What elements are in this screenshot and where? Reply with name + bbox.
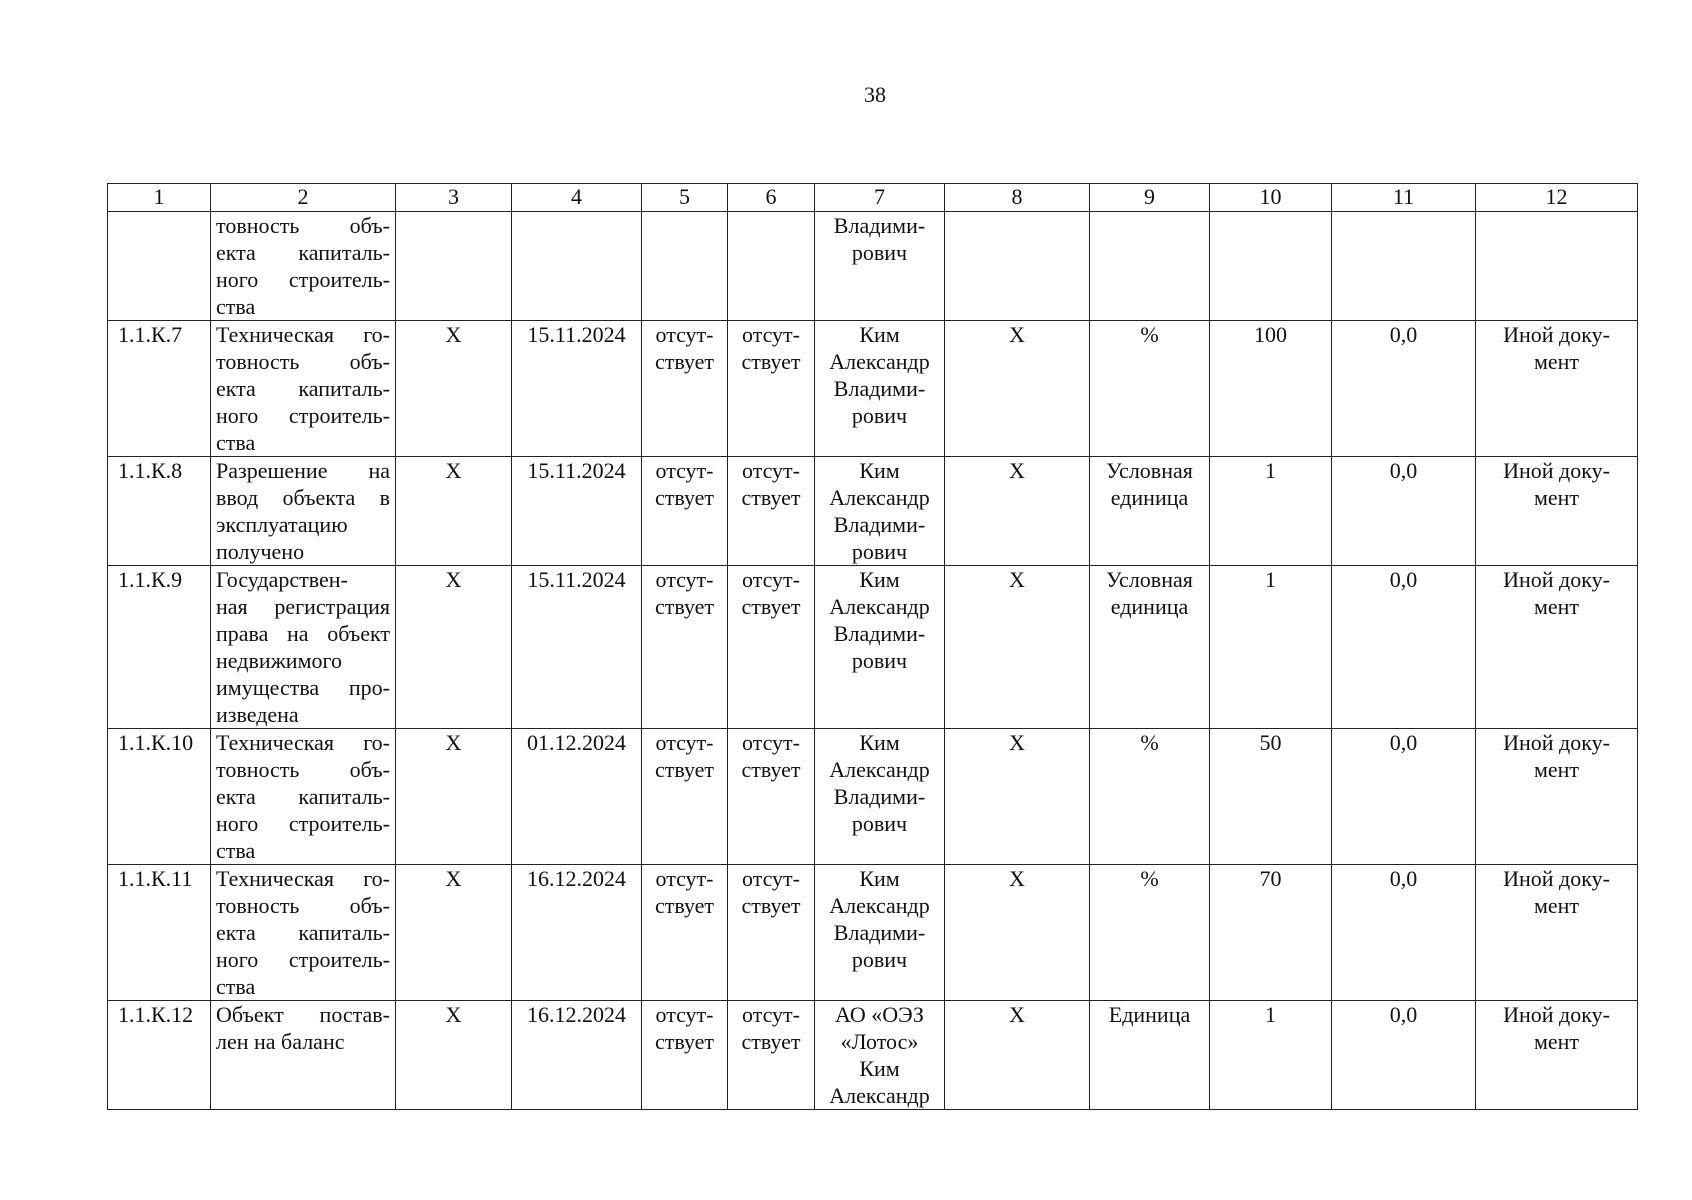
col11-cell: 0,0	[1332, 566, 1476, 729]
col6-cell-line: отсут-	[741, 322, 800, 347]
name-cell-line: изведена	[216, 702, 299, 727]
col5-cell-line: ствует	[654, 893, 715, 918]
value-cell: 70	[1210, 865, 1332, 1001]
code-cell: 1.1.К.12	[108, 1001, 211, 1110]
value-cell: 1	[1210, 566, 1332, 729]
responsible-cell-line: Александр	[829, 1083, 930, 1108]
col6-cell	[728, 566, 815, 729]
value-cell: 1	[1210, 1001, 1332, 1110]
name-cell-line: товность объ-	[216, 213, 390, 238]
name-cell-line: Объект постав-	[216, 1002, 390, 1027]
responsible-cell-line: Ким	[859, 567, 900, 592]
responsible-cell-line: Владими-	[833, 920, 926, 945]
name-cell-line: ства	[216, 430, 256, 455]
responsible-cell-line: Владими-	[833, 213, 926, 238]
name-cell-line: екта капиталь-	[216, 784, 390, 809]
header-cell: 10	[1210, 184, 1332, 212]
responsible-cell-line: Александр	[829, 594, 930, 619]
value-cell: 1	[1210, 457, 1332, 566]
responsible-cell-line: рович	[851, 648, 908, 673]
responsible-cell	[815, 1001, 945, 1110]
date-cell: 16.12.2024	[512, 865, 642, 1001]
header-cell: 2	[211, 184, 396, 212]
col6-cell	[728, 212, 815, 321]
doc-cell	[1476, 729, 1638, 865]
responsible-cell-line: рович	[851, 403, 908, 428]
header-cell: 11	[1332, 184, 1476, 212]
unit-cell	[1090, 212, 1210, 321]
code-cell: 1.1.К.7	[108, 321, 211, 457]
name-cell-line: ства	[216, 838, 256, 863]
col5-cell-line: отсут-	[655, 458, 714, 483]
col6-cell-line: отсут-	[741, 458, 800, 483]
doc-cell	[1476, 321, 1638, 457]
doc-cell-line: Иной доку-	[1503, 866, 1610, 891]
responsible-cell-line: Александр	[829, 893, 930, 918]
name-cell-line: ного строитель-	[216, 947, 390, 972]
name-cell-line: Государствен-	[216, 567, 348, 592]
responsible-cell	[815, 321, 945, 457]
responsible-cell-line: рович	[851, 539, 908, 564]
header-cell: 8	[945, 184, 1090, 212]
col6-cell	[728, 457, 815, 566]
responsible-cell-line: Александр	[829, 485, 930, 510]
name-cell-line: ная регистрация	[216, 594, 390, 619]
code-cell: 1.1.К.9	[108, 566, 211, 729]
unit-cell-line: %	[1140, 866, 1159, 891]
table-row	[108, 457, 1638, 566]
doc-cell-line: Иной доку-	[1503, 567, 1610, 592]
indicator-table	[107, 183, 1638, 1110]
unit-cell	[1090, 321, 1210, 457]
value-cell: 50	[1210, 729, 1332, 865]
table-row	[108, 729, 1638, 865]
doc-cell-line: Иной доку-	[1503, 1002, 1610, 1027]
col3-cell: X	[396, 321, 512, 457]
table-row	[108, 321, 1638, 457]
col6-cell-line: ствует	[741, 485, 801, 510]
col6-cell-line: отсут-	[741, 730, 800, 755]
col5-cell-line: ствует	[654, 485, 715, 510]
header-cell: 7	[815, 184, 945, 212]
name-cell-line: ства	[216, 294, 256, 319]
doc-cell-line: мент	[1533, 1029, 1580, 1054]
table-row	[108, 1001, 1638, 1110]
name-cell-line: ного строитель-	[216, 267, 390, 292]
header-cell: 3	[396, 184, 512, 212]
col11-cell: 0,0	[1332, 729, 1476, 865]
name-cell-line: ввод объекта в	[216, 485, 390, 510]
col5-cell-line: ствует	[654, 1029, 715, 1054]
name-cell-line: лен на баланс	[216, 1029, 345, 1054]
table-row	[108, 865, 1638, 1001]
responsible-cell-line: Александр	[829, 349, 930, 374]
col5-cell-line: ствует	[654, 349, 715, 374]
unit-cell	[1090, 1001, 1210, 1110]
doc-cell	[1476, 212, 1638, 321]
col3-cell: X	[396, 1001, 512, 1110]
responsible-cell-line: Ким	[859, 1056, 900, 1081]
col6-cell-line: ствует	[741, 757, 801, 782]
name-cell	[211, 729, 396, 865]
responsible-cell-line: Владими-	[833, 784, 926, 809]
doc-cell-line: мент	[1533, 757, 1580, 782]
header-cell: 4	[512, 184, 642, 212]
name-cell-line: получено	[216, 539, 305, 564]
col3-cell: X	[396, 729, 512, 865]
value-cell	[1210, 212, 1332, 321]
responsible-cell-line: Ким	[859, 458, 900, 483]
header-row	[108, 184, 1638, 212]
col6-cell-line: ствует	[741, 594, 801, 619]
col8-cell	[945, 212, 1090, 321]
col3-cell: X	[396, 457, 512, 566]
name-cell-line: екта капиталь-	[216, 920, 390, 945]
col5-cell-line: ствует	[654, 594, 715, 619]
header-cell: 1	[108, 184, 211, 212]
col8-cell: X	[945, 321, 1090, 457]
col5-cell	[642, 212, 728, 321]
responsible-cell	[815, 212, 945, 321]
name-cell-line: Техническая го-	[216, 866, 390, 891]
name-cell-line: Техническая го-	[216, 730, 390, 755]
responsible-cell-line: Владими-	[833, 512, 926, 537]
unit-cell-line: единица	[1110, 485, 1189, 510]
date-cell	[512, 212, 642, 321]
doc-cell-line: мент	[1533, 349, 1580, 374]
date-cell: 15.11.2024	[512, 457, 642, 566]
col6-cell-line: ствует	[741, 893, 801, 918]
unit-cell	[1090, 457, 1210, 566]
unit-cell	[1090, 729, 1210, 865]
col5-cell	[642, 865, 728, 1001]
name-cell-line: ного строитель-	[216, 811, 390, 836]
col5-cell-line: отсут-	[655, 1002, 714, 1027]
unit-cell-line: %	[1140, 730, 1159, 755]
name-cell-line: ного строитель-	[216, 403, 390, 428]
responsible-cell-line: рович	[851, 240, 908, 265]
col6-cell	[728, 865, 815, 1001]
col11-cell	[1332, 212, 1476, 321]
responsible-cell-line: Ким	[859, 322, 900, 347]
col6-cell-line: отсут-	[741, 567, 800, 592]
name-cell-line: права на объект	[216, 621, 390, 646]
unit-cell-line: Условная	[1106, 458, 1193, 483]
doc-cell-line: Иной доку-	[1503, 730, 1610, 755]
page-number: 38	[864, 82, 886, 107]
col5-cell	[642, 566, 728, 729]
name-cell-line: Техническая го-	[216, 322, 390, 347]
name-cell	[211, 865, 396, 1001]
date-cell: 15.11.2024	[512, 321, 642, 457]
col6-cell-line: отсут-	[741, 866, 800, 891]
responsible-cell-line: Ким	[859, 866, 900, 891]
unit-cell-line: Условная	[1106, 567, 1193, 592]
unit-cell-line: %	[1140, 322, 1159, 347]
col8-cell: X	[945, 1001, 1090, 1110]
header-cell: 6	[728, 184, 815, 212]
unit-cell	[1090, 566, 1210, 729]
responsible-cell-line: Ким	[859, 730, 900, 755]
name-cell	[211, 566, 396, 729]
col6-cell-line: ствует	[741, 1029, 801, 1054]
col6-cell	[728, 1001, 815, 1110]
col5-cell-line: отсут-	[655, 322, 714, 347]
name-cell-line: товность объ-	[216, 893, 390, 918]
doc-cell-line: Иной доку-	[1503, 322, 1610, 347]
unit-cell-line: Единица	[1108, 1002, 1191, 1027]
col11-cell: 0,0	[1332, 321, 1476, 457]
col6-cell-line: ствует	[741, 349, 801, 374]
col5-cell-line: отсут-	[655, 567, 714, 592]
col8-cell: X	[945, 729, 1090, 865]
doc-cell-line: мент	[1533, 893, 1580, 918]
name-cell	[211, 1001, 396, 1110]
col8-cell: X	[945, 865, 1090, 1001]
responsible-cell-line: рович	[851, 811, 908, 836]
date-cell: 16.12.2024	[512, 1001, 642, 1110]
header-cell: 5	[642, 184, 728, 212]
date-cell: 01.12.2024	[512, 729, 642, 865]
responsible-cell	[815, 729, 945, 865]
col5-cell-line: отсут-	[655, 730, 714, 755]
col6-cell	[728, 729, 815, 865]
doc-cell-line: мент	[1533, 485, 1580, 510]
name-cell-line: ства	[216, 974, 256, 999]
responsible-cell-line: Владими-	[833, 376, 926, 401]
col6-cell	[728, 321, 815, 457]
responsible-cell-line: Александр	[829, 757, 930, 782]
code-cell: 1.1.К.8	[108, 457, 211, 566]
col5-cell	[642, 321, 728, 457]
name-cell	[211, 212, 396, 321]
responsible-cell	[815, 457, 945, 566]
doc-cell	[1476, 865, 1638, 1001]
name-cell-line: недвижимого	[216, 648, 342, 673]
col11-cell: 0,0	[1332, 865, 1476, 1001]
doc-cell-line: Иной доку-	[1503, 458, 1610, 483]
date-cell: 15.11.2024	[512, 566, 642, 729]
unit-cell	[1090, 865, 1210, 1001]
responsible-cell-line: Владими-	[833, 621, 926, 646]
doc-cell	[1476, 1001, 1638, 1110]
name-cell-line: имущества про-	[216, 675, 390, 700]
responsible-cell-line: рович	[851, 947, 908, 972]
col5-cell	[642, 1001, 728, 1110]
name-cell-line: товность объ-	[216, 757, 390, 782]
responsible-cell	[815, 865, 945, 1001]
table-body	[108, 212, 1638, 1110]
name-cell-line: Разрешение на	[216, 458, 390, 483]
col11-cell: 0,0	[1332, 457, 1476, 566]
col3-cell	[396, 212, 512, 321]
unit-cell-line: единица	[1110, 594, 1189, 619]
name-cell-line: екта капиталь-	[216, 376, 390, 401]
code-cell: 1.1.К.10	[108, 729, 211, 865]
col8-cell: X	[945, 566, 1090, 729]
name-cell-line: товность объ-	[216, 349, 390, 374]
code-cell: 1.1.К.11	[108, 865, 211, 1001]
col11-cell: 0,0	[1332, 1001, 1476, 1110]
name-cell-line: эксплуатацию	[216, 512, 348, 537]
col5-cell	[642, 457, 728, 566]
responsible-cell	[815, 566, 945, 729]
name-cell-line: екта капиталь-	[216, 240, 390, 265]
header-cell: 9	[1090, 184, 1210, 212]
col6-cell-line: отсут-	[741, 1002, 800, 1027]
name-cell	[211, 457, 396, 566]
col3-cell: X	[396, 566, 512, 729]
responsible-cell-line: АО «ОЭЗ	[835, 1002, 924, 1027]
header-cell: 12	[1476, 184, 1638, 212]
doc-cell	[1476, 566, 1638, 729]
doc-cell	[1476, 457, 1638, 566]
name-cell	[211, 321, 396, 457]
table-row	[108, 212, 1638, 321]
col5-cell	[642, 729, 728, 865]
col3-cell: X	[396, 865, 512, 1001]
value-cell: 100	[1210, 321, 1332, 457]
responsible-cell-line: «Лотос»	[840, 1029, 919, 1054]
col8-cell: X	[945, 457, 1090, 566]
code-cell	[108, 212, 211, 321]
table-row	[108, 566, 1638, 729]
col5-cell-line: ствует	[654, 757, 715, 782]
col5-cell-line: отсут-	[655, 866, 714, 891]
doc-cell-line: мент	[1533, 594, 1580, 619]
